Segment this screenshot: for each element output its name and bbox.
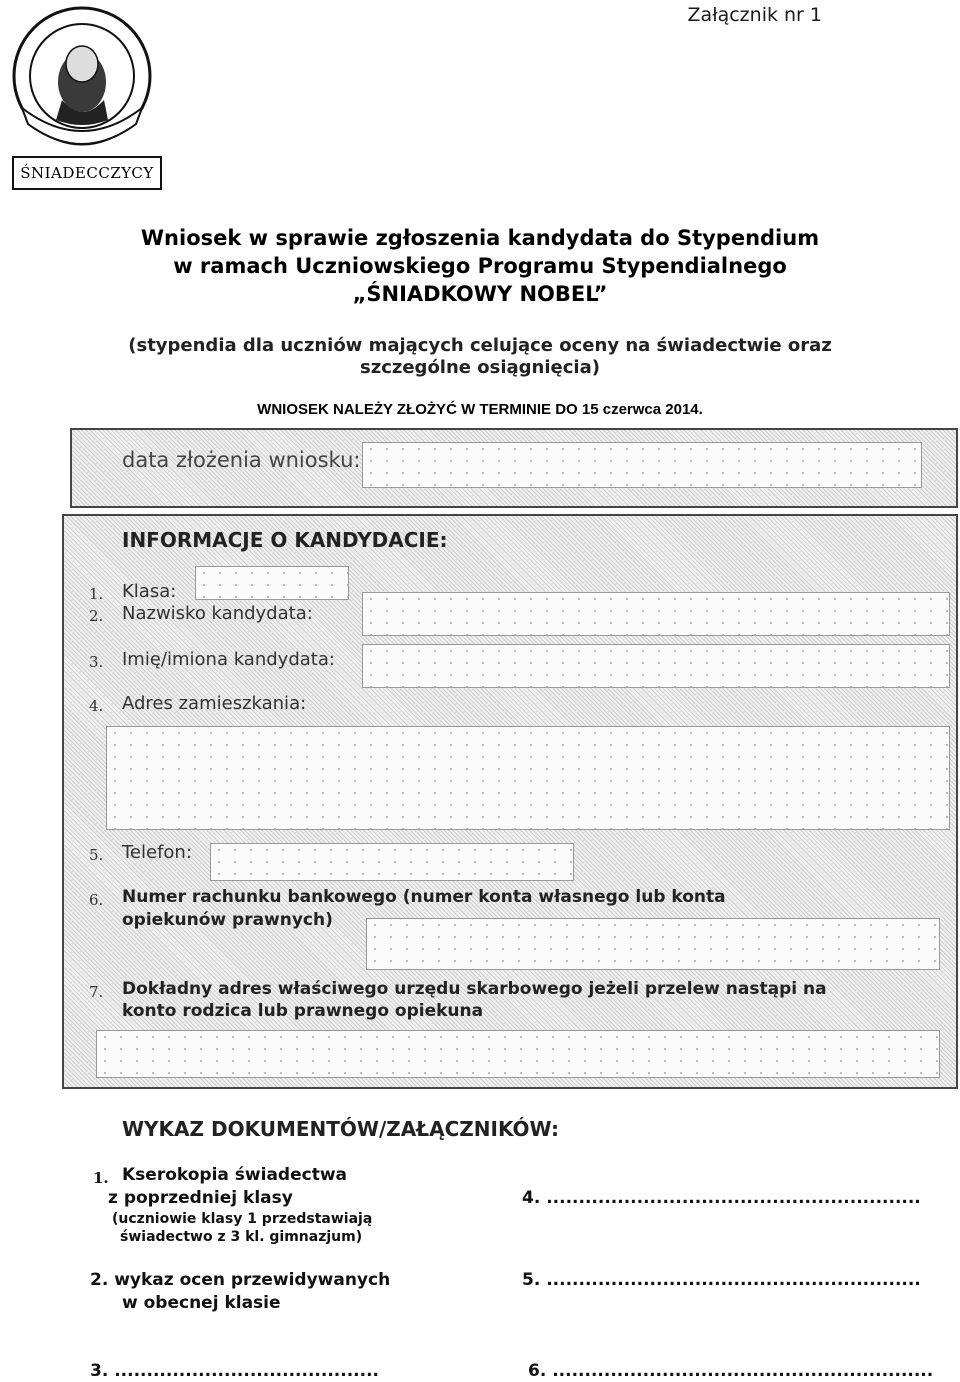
field-number: 4. <box>89 697 104 715</box>
attachment-number: Załącznik nr 1 <box>687 4 822 26</box>
submission-date-label: data złożenia wniosku: <box>122 448 361 472</box>
bank-account-label-2: opiekunów prawnych) <box>122 910 333 930</box>
tax-office-label-2: konto rodzica lub prawnego opiekuna <box>122 1001 484 1021</box>
subtitle-line-1: (stypendia dla uczniów mających celujące oceny na świadectwie oraz <box>128 335 832 356</box>
title-line-1: Wniosek w sprawie zgłoszenia kandydata do Stypendium <box>140 226 820 250</box>
document-1-line-1: Kserokopia świadectwa <box>122 1165 348 1185</box>
association-logo <box>4 4 160 190</box>
document-4-line[interactable]: 4. .......................................................... <box>522 1188 921 1208</box>
field-number: 5. <box>89 846 104 864</box>
phone-field[interactable] <box>210 843 574 881</box>
submission-date-field[interactable] <box>362 442 922 488</box>
tax-office-field[interactable] <box>96 1030 940 1078</box>
deadline-note: WNIOSEK NALEŻY ZŁOŻYĆ W TERMINIE DO 15 czerwca 2014. <box>257 401 703 418</box>
document-1-note-2: świadectwo z 3 kl. gimnazjum) <box>120 1229 363 1245</box>
tax-office-label-1: Dokładny adres właściwego urzędu skarbowego jeżeli przelew nastąpi na <box>122 979 827 999</box>
field-number: 3. <box>89 653 104 671</box>
address-field[interactable] <box>106 726 950 830</box>
logo-name: ŚNIADECCZYCY <box>12 156 162 190</box>
field-number: 7. <box>89 983 104 1001</box>
documents-heading: WYKAZ DOKUMENTÓW/ZAŁĄCZNIKÓW: <box>122 1117 559 1141</box>
phone-label: Telefon: <box>122 842 192 863</box>
document-3-line[interactable]: 3. ......................................... <box>90 1361 379 1381</box>
class-field[interactable] <box>195 566 349 600</box>
field-number: 1. <box>89 585 104 603</box>
document-number: 1. <box>93 1169 109 1187</box>
document-1-line-2: z poprzedniej klasy <box>108 1188 293 1208</box>
address-label: Adres zamieszkania: <box>122 693 307 714</box>
surname-field[interactable] <box>362 592 950 636</box>
bank-account-label-1: Numer rachunku bankowego (numer konta własnego lub konta <box>122 887 726 907</box>
surname-label: Nazwisko kandydata: <box>122 603 313 624</box>
title-program-name: „ŚNIADKOWY NOBEL” <box>352 282 608 306</box>
bank-account-field[interactable] <box>366 918 940 970</box>
document-2-line-1: 2. wykaz ocen przewidywanych <box>90 1270 391 1290</box>
logo-emblem <box>4 4 160 160</box>
class-label: Klasa: <box>122 581 177 602</box>
first-name-field[interactable] <box>362 644 950 688</box>
field-number: 2. <box>89 607 104 625</box>
document-6-line[interactable]: 6. ........................................................... <box>528 1361 934 1381</box>
first-name-label: Imię/imiona kandydata: <box>122 649 335 670</box>
candidate-heading: INFORMACJE O KANDYDACIE: <box>122 528 448 552</box>
field-number: 6. <box>89 891 104 909</box>
document-5-line[interactable]: 5. .......................................................... <box>522 1270 921 1290</box>
document-2-line-2: w obecnej klasie <box>122 1293 281 1313</box>
title-line-2: w ramach Uczniowskiego Programu Stypendialnego <box>173 254 787 278</box>
subtitle-line-2: szczególne osiągnięcia) <box>360 357 600 378</box>
document-1-note-1: (uczniowie klasy 1 przedstawiają <box>112 1211 373 1227</box>
